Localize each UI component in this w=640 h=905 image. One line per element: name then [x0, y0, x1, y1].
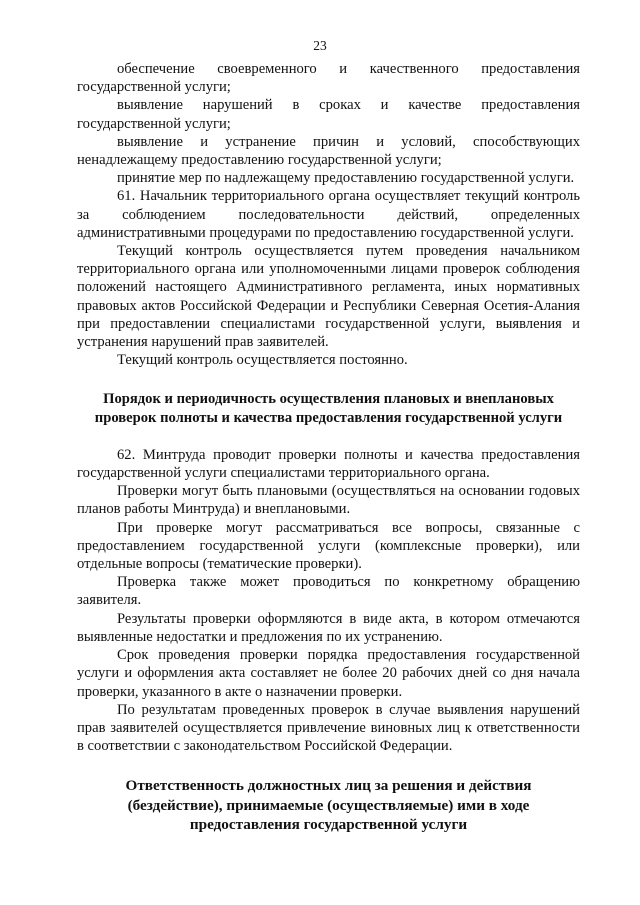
- paragraph: 62. Минтруда проводит проверки полноты и качества предоставления государственной услуги специалистами территориального органа.: [77, 446, 580, 482]
- document-body: [77, 60, 580, 835]
- paragraph: При проверке могут рассматриваться все вопросы, связанные с предоставлением государственной услуги (комплексные проверки), или отдельные вопросы (тематические проверки).: [77, 519, 580, 573]
- section-heading-inspections: Порядок и периодичность осуществления плановых и внеплановых проверок полноты и качества предоставления государственной услуги: [94, 391, 563, 426]
- paragraph: По результатам проведенных проверок в случае выявления нарушений прав заявителей осуществляется привлечение виновных лиц к ответственности в соответствии с законодательством Российской Федерации.: [77, 701, 580, 755]
- page-number: 23: [313, 38, 327, 53]
- paragraph: 61. Начальник территориального органа осуществляет текущий контроль за соблюдением последовательности действий, определенных административными процедурами по предоставлению государственной услуги.: [77, 188, 580, 241]
- paragraph: Текущий контроль осуществляется постоянно.: [117, 352, 408, 369]
- paragraph: Результаты проверки оформляются в виде акта, в котором отмечаются выявленные недостатки и предложения по их устранению.: [77, 610, 580, 645]
- paragraph: Проверка также может проводиться по конкретному обращению заявителя.: [77, 574, 580, 609]
- paragraph: выявление нарушений в сроках и качестве предоставления государственной услуги;: [77, 97, 580, 132]
- paragraph: принятие мер по надлежащему предоставлению государственной услуги.: [117, 170, 575, 187]
- paragraph: Срок проведения проверки порядка предоставления государственной услуги и оформления акта составляет не более 20 рабочих дней со дня начала проверки, указанного в акте о назначении проверки.: [77, 647, 580, 700]
- paragraph: Текущий контроль осуществляется путем проведения начальником территориального органа или уполномоченными лицами проверок соблюдения положений настоящего Административного регламента, иных нормативных правовых актов Российской Федерации и Республики Северная Осетия-Алания при предоставлении специалистами государственной услуги, выявления и устранения нарушений прав заявителей.: [77, 243, 580, 351]
- paragraph: выявление и устранение причин и условий, способствующих ненадлежащему предоставлению государственной услуги;: [77, 133, 580, 169]
- paragraph: обеспечение своевременного и качественного предоставления государственной услуги;: [77, 61, 580, 96]
- section-heading-responsibility: Ответственность должностных лиц за решения и действия (бездействие), принимаемые (осуществляемые) ими в ходе предоставления государственной услуги: [125, 777, 532, 834]
- paragraph: Проверки могут быть плановыми (осуществляться на основании годовых планов работы Минтруда) и внеплановыми.: [77, 483, 580, 518]
